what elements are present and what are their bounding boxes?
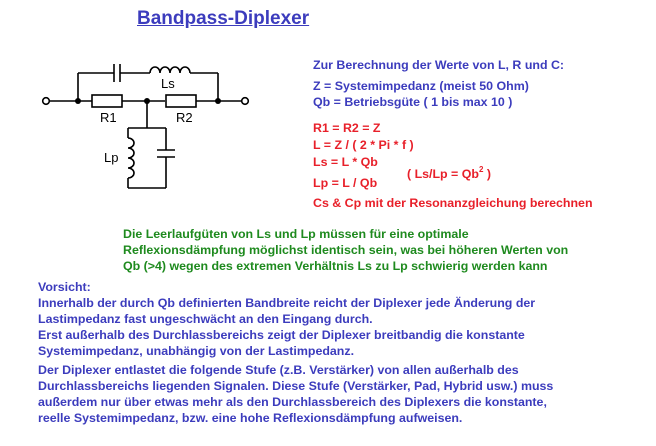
green-note-line: Die Leerlaufgüten von Ls und Lp müssen für eine optimale	[123, 227, 469, 241]
input-terminal	[43, 98, 50, 105]
ratio-close: )	[483, 167, 491, 181]
green-note-line: Reflexionsdämpfung möglichst identisch sein, was bei höheren Werten von	[123, 243, 569, 257]
output-terminal	[242, 98, 249, 105]
formula-intro: Zur Berechnung der Werte von L, R und C:	[313, 58, 565, 72]
lp-label: Lp	[104, 150, 119, 165]
formula-ratio	[407, 165, 491, 181]
caution-line: Durchlassbereichs liegenden Signalen. Diese Stufe (Verstärker, Pad, Hybrid usw.) muss	[38, 379, 554, 393]
ls-inductor	[150, 67, 190, 73]
formula-z-definition: Z = Systemimpedanz (meist 50 Ohm)	[313, 79, 529, 93]
caution-heading: Vorsicht:	[38, 280, 91, 294]
r2-resistor	[166, 95, 196, 107]
caution-line: Innerhalb der durch Qb definierten Bandbreite reicht der Diplexer jede Änderung der	[38, 296, 536, 310]
ratio-exponent: 2	[478, 165, 484, 174]
r1-label: R1	[100, 110, 117, 125]
lp-inductor	[128, 138, 134, 178]
green-note-line: Qb (>4) wegen des extremen Verhältnis Ls zu Lp schwierig werden kann	[123, 259, 548, 273]
r2-label: R2	[176, 110, 193, 125]
formula-ls: Ls = L * Qb	[313, 155, 378, 169]
page-title: Bandpass-Diplexer	[137, 8, 310, 29]
r1-resistor	[92, 95, 122, 107]
formula-resonance: Cs & Cp mit der Resonanzgleichung berechnen	[313, 196, 593, 210]
formula-lp: Lp = L / Qb	[313, 176, 378, 190]
formula-l: L = Z / ( 2 * Pi * f )	[313, 138, 414, 152]
caution-line: Systemimpedanz, unabhängig von der Lastimpedanz.	[38, 344, 355, 358]
caution-line: Der Diplexer entlastet die folgende Stufe (z.B. Verstärker) von allen außerhalb des	[38, 363, 519, 377]
caution-line: Erst außerhalb des Durchlassbereichs zeigt der Diplexer breitbandig die konstante	[38, 328, 525, 342]
caution-line: reelle Systemimpedanz, bzw. eine hohe Reflexionsdämpfung aufweisen.	[38, 411, 463, 425]
caution-line: Lastimpedanz fast ungeschwächt an den Eingang durch.	[38, 312, 373, 326]
caution-line: außerdem nur über etwas mehr als den Durchlassbereich des Diplexers die konstante,	[38, 395, 547, 409]
formula-r: R1 = R2 = Z	[313, 121, 381, 135]
formula-qb-definition: Qb = Betriebsgüte ( 1 bis max 10 )	[313, 95, 513, 109]
ratio-base: ( Ls/Lp = Qb	[407, 167, 479, 181]
caution-block	[38, 279, 553, 426]
ls-label: Ls	[161, 76, 175, 91]
diplexer-schematic	[0, 0, 270, 200]
green-note	[123, 226, 568, 274]
